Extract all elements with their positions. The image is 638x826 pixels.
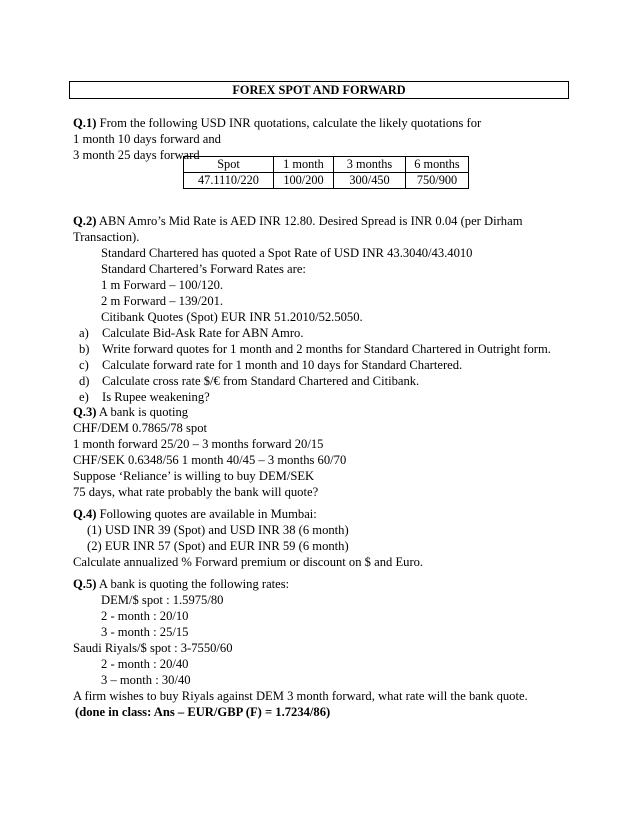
list-item-text: Calculate Bid-Ask Rate for ABN Amro. (102, 326, 304, 340)
q5-dem-line: 2 - month : 20/10 (101, 609, 189, 623)
list-marker: d) (79, 374, 90, 388)
list-item-text: Calculate cross rate $/€ from Standard Chartered and Citibank. (102, 374, 420, 388)
document-title: FOREX SPOT AND FORWARD (69, 81, 569, 99)
q1-text: From the following USD INR quotations, calculate the likely quotations for (96, 116, 482, 130)
q4-item: (1) USD INR 39 (Spot) and USD INR 38 (6 month) (87, 523, 349, 537)
table-value-row (184, 173, 469, 189)
q4-closing: Calculate annualized % Forward premium or discount on $ and Euro. (73, 555, 424, 569)
q1-question (73, 115, 481, 131)
q5-dem-line: 3 - month : 25/15 (101, 625, 189, 639)
q3-text: A bank is quoting (96, 405, 189, 419)
q3-question (73, 404, 188, 420)
q4-text: Following quotes are available in Mumbai: (96, 507, 317, 521)
list-item (79, 341, 551, 357)
table-header-cell: 1 month (274, 157, 334, 173)
list-item-text: Is Rupee weakening? (102, 390, 210, 404)
q3-detail-line: Suppose ‘Reliance’ is willing to buy DEM/SEK (73, 469, 315, 483)
q2-label: Q.2) (73, 214, 97, 228)
q5-riyal-line: 2 - month : 20/40 (101, 657, 189, 671)
list-item (79, 389, 210, 405)
table-cell: 47.1110/220 (184, 173, 274, 189)
list-item (79, 325, 303, 341)
table-cell: 750/900 (406, 173, 469, 189)
table-header-row (184, 157, 469, 173)
q2-detail-line: 2 m Forward – 139/201. (101, 294, 224, 308)
table-cell: 300/450 (334, 173, 406, 189)
table-header-cell: 6 months (406, 157, 469, 173)
q5-closing: A firm wishes to buy Riyals against DEM 3 month forward, what rate will the bank quote. (73, 689, 528, 703)
q1-label: Q.1) (73, 116, 97, 130)
list-item (79, 373, 419, 389)
table-header-cell: Spot (184, 157, 274, 173)
list-item (79, 357, 462, 373)
table-header-cell: 3 months (334, 157, 406, 173)
q3-label: Q.3) (73, 405, 97, 419)
q4-label: Q.4) (73, 507, 97, 521)
table-cell: 100/200 (274, 173, 334, 189)
q2-text: ABN Amro’s Mid Rate is AED INR 12.80. Desired Spread is INR 0.04 (per Dirham (96, 214, 523, 228)
q5-dem-line: DEM/$ spot : 1.5975/80 (101, 593, 224, 607)
q3-detail-line: CHF/SEK 0.6348/56 1 month 40/45 – 3 months 60/70 (73, 453, 347, 467)
q1-line-3: 3 month 25 days forward (73, 148, 200, 162)
q2-detail-line: Standard Chartered’s Forward Rates are: (101, 262, 306, 276)
q2-question (73, 213, 522, 229)
q5-text: A bank is quoting the following rates: (96, 577, 290, 591)
q2-detail-line: Standard Chartered has quoted a Spot Rate of USD INR 43.3040/43.4010 (101, 246, 473, 260)
list-marker: c) (79, 358, 89, 372)
q5-answer: (done in class: Ans – EUR/GBP (F) = 1.7234/86) (75, 705, 331, 719)
q4-question (73, 506, 317, 522)
q5-riyal-head: Saudi Riyals/$ spot : 3-7550/60 (73, 641, 233, 655)
list-marker: b) (79, 342, 90, 356)
usd-inr-quote-table (183, 156, 469, 189)
q2-detail-line: Citibank Quotes (Spot) EUR INR 51.2010/52.5050. (101, 310, 363, 324)
q2-detail-line: 1 m Forward – 100/120. (101, 278, 224, 292)
list-item-text: Calculate forward rate for 1 month and 10 days for Standard Chartered. (102, 358, 463, 372)
q2-line-2: Transaction). (73, 230, 140, 244)
list-marker: a) (79, 326, 89, 340)
list-marker: e) (79, 390, 89, 404)
q3-detail-line: 75 days, what rate probably the bank will quote? (73, 485, 319, 499)
q5-question (73, 576, 289, 592)
list-item-text: Write forward quotes for 1 month and 2 months for Standard Chartered in Outright form. (102, 342, 551, 356)
q3-detail-line: CHF/DEM 0.7865/78 spot (73, 421, 207, 435)
q1-line-2: 1 month 10 days forward and (73, 132, 221, 146)
q4-item: (2) EUR INR 57 (Spot) and EUR INR 59 (6 month) (87, 539, 349, 553)
q3-detail-line: 1 month forward 25/20 – 3 months forward 20/15 (73, 437, 324, 451)
q5-label: Q.5) (73, 577, 97, 591)
q5-riyal-line: 3 – month : 30/40 (101, 673, 191, 687)
